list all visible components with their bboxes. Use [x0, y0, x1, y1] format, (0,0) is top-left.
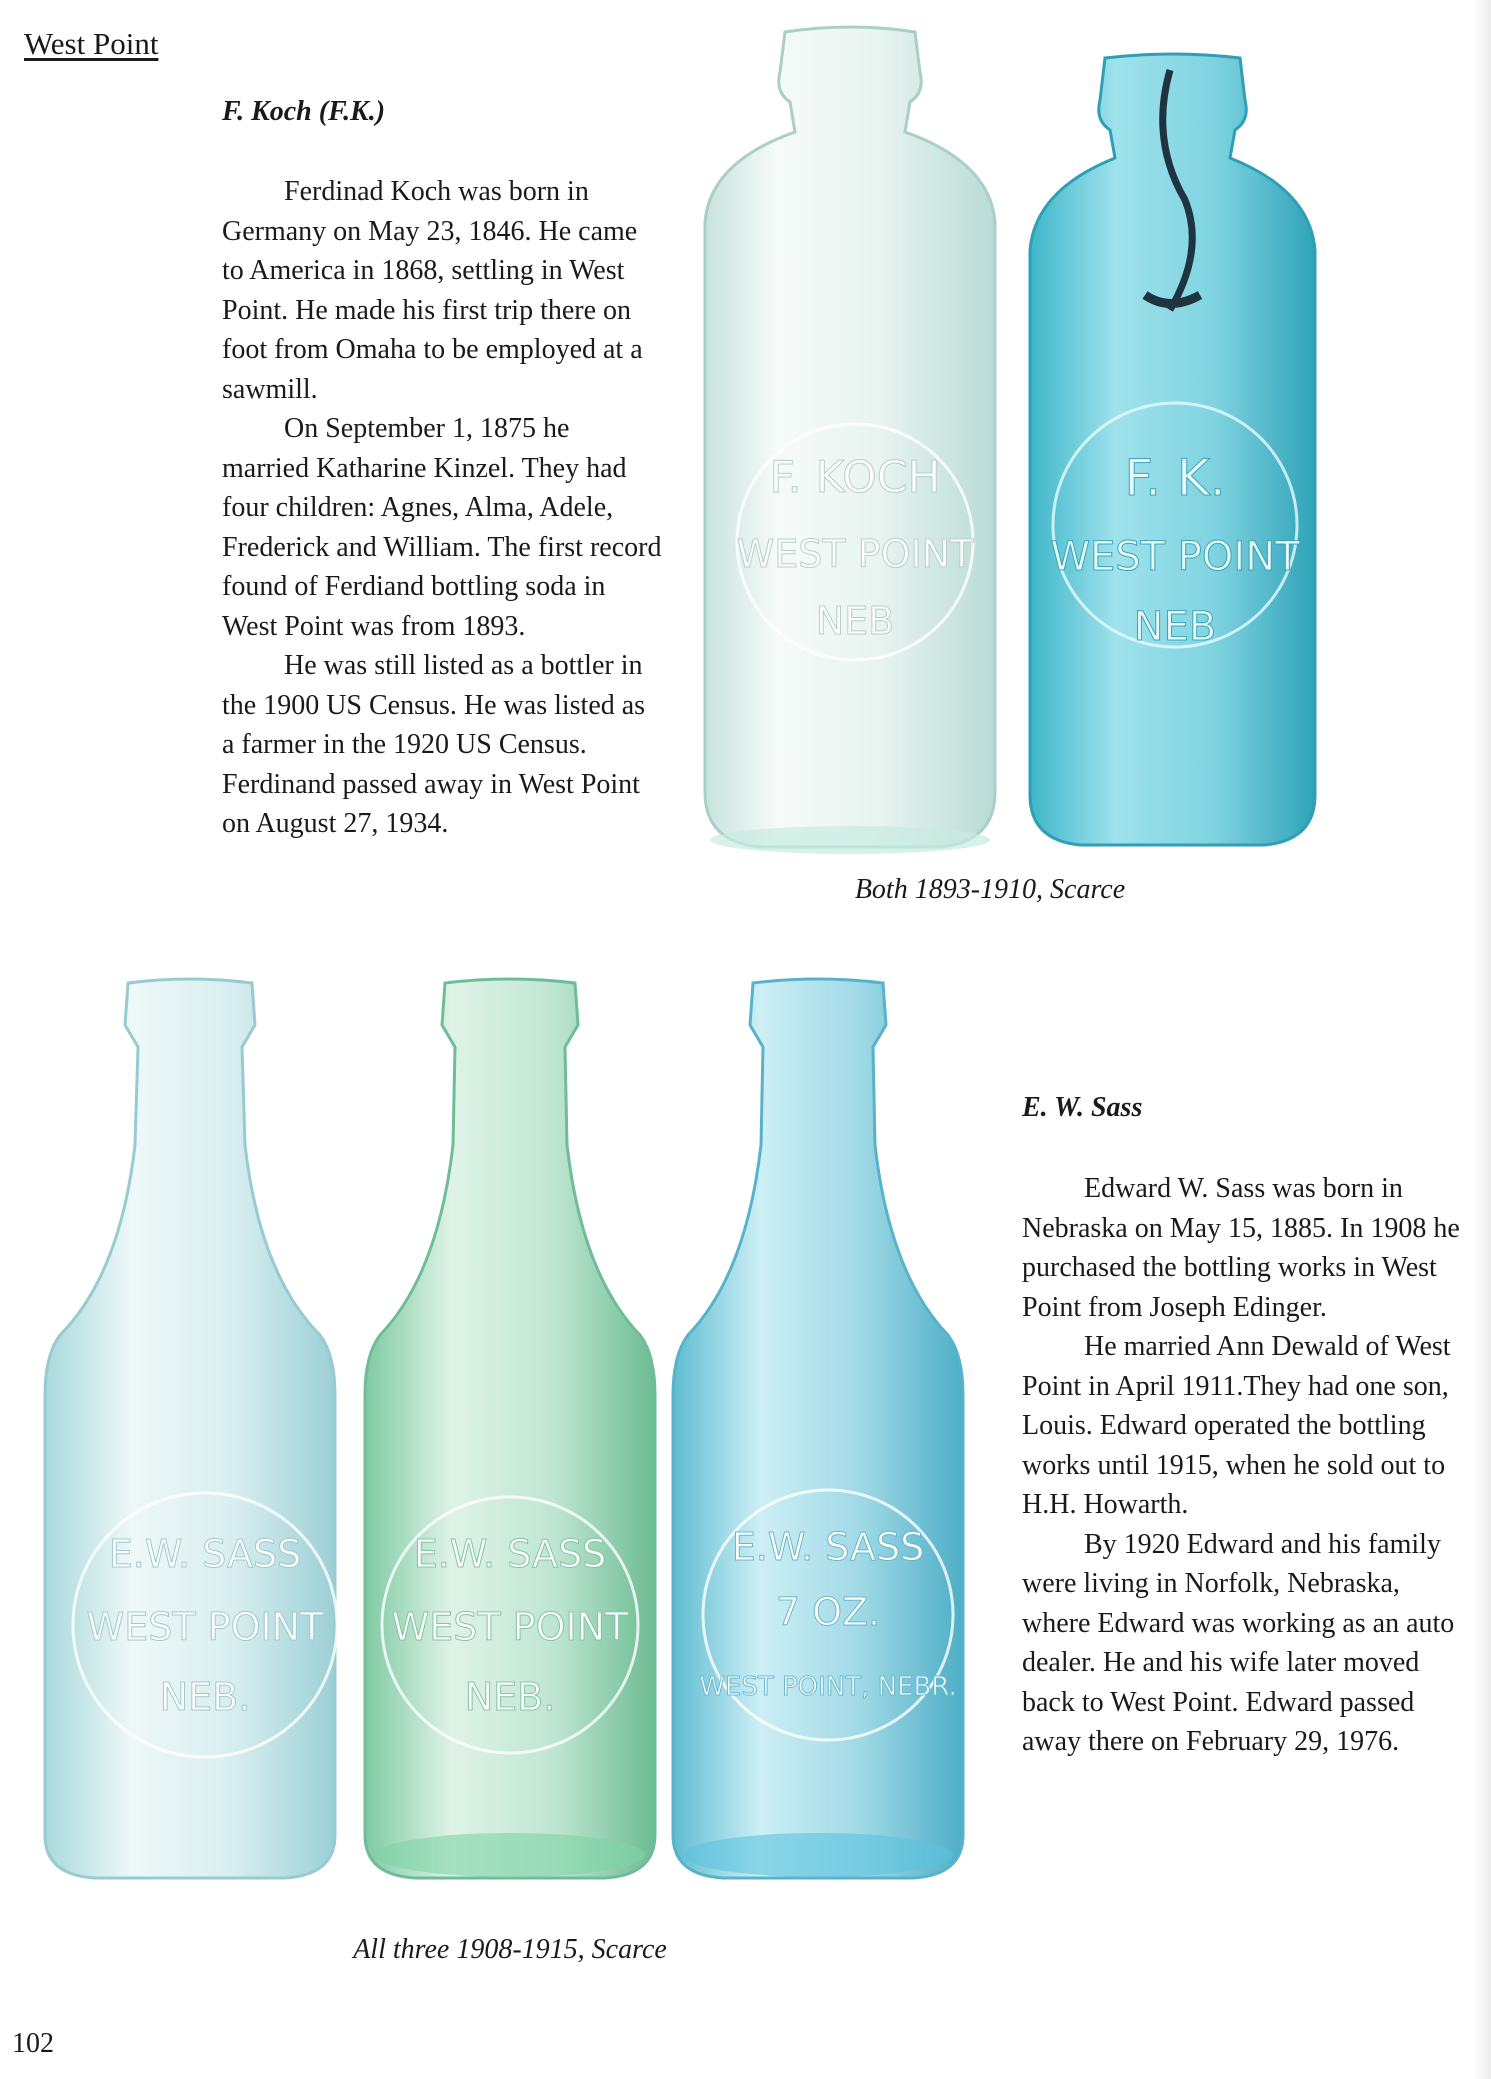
sass-3-emboss-2: 7 OZ.: [775, 1590, 881, 1634]
koch-aqua-emboss-3: NEB: [1133, 604, 1217, 650]
section-header: West Point: [24, 26, 159, 61]
sass-bottle-1-photo: [30, 975, 350, 1885]
koch-caption: Both 1893-1910, Scarce: [854, 874, 1126, 905]
sass-paragraph: He married Ann Dewald of West Point in April 1911.They had one son, Louis. Edward operated the bottling works until 1915, when he sold out to H.H. Howarth.: [1022, 1331, 1451, 1520]
koch-heading: F. Koch (F.K.): [222, 96, 386, 127]
sass-bottle-3-photo: [668, 975, 968, 1885]
sass-1-emboss-1: E.W. SASS: [108, 1532, 302, 1576]
sass-3-emboss-1: E.W. SASS: [731, 1525, 925, 1569]
koch-aqua-emboss-2: WEST POINT: [1050, 534, 1300, 580]
sass-heading: E. W. Sass: [1022, 1092, 1143, 1123]
koch-clear-emboss-1: F. KOCH: [769, 452, 941, 503]
sass-1-emboss-3: NEB.: [159, 1675, 251, 1719]
sass-paragraph: Edward W. Sass was born in Nebraska on May 15, 1885. In 1908 he purchased the bottling works in West Point from Joseph Edinger.: [1022, 1173, 1460, 1323]
koch-aqua-bottle-photo: [1020, 50, 1325, 850]
koch-paragraph: He was still listed as a bottler in the 1900 US Census. He was listed as a farmer in the 1920 US Census. Ferdinand passed away in West Point on August 27, 1934.: [222, 650, 646, 839]
koch-aqua-emboss-1: F. K.: [1124, 449, 1226, 507]
sass-caption: All three 1908-1915, Scarce: [353, 1934, 667, 1965]
page-edge-shadow: [1475, 0, 1491, 2079]
sass-2-emboss-2: WEST POINT: [391, 1605, 629, 1649]
koch-body: [222, 172, 662, 844]
koch-paragraph: Ferdinad Koch was born in Germany on May 23, 1846. He came to America in 1868, settling in West Point. He made his first trip there on foot from Omaha to be employed at a sawmill.: [222, 176, 643, 405]
sass-bottle-2-photo: [360, 975, 660, 1885]
koch-clear-emboss-2: WEST POINT: [736, 532, 974, 576]
koch-clear-emboss-3: NEB: [815, 599, 895, 643]
sass-body: [1022, 1169, 1472, 1762]
sass-1-emboss-2: WEST POINT: [86, 1605, 324, 1649]
page-number: 102: [12, 2028, 54, 2059]
sass-2-emboss-3: NEB.: [464, 1675, 556, 1719]
sass-3-emboss-3: WEST POINT, NEBR.: [699, 1672, 957, 1702]
sass-2-emboss-1: E.W. SASS: [413, 1532, 607, 1576]
sass-paragraph: By 1920 Edward and his family were living in Norfolk, Nebraska, where Edward was working as an auto dealer. He and his wife later moved back to West Point. Edward passed away there on February 29, 1976.: [1022, 1528, 1455, 1757]
koch-clear-bottle-photo: [690, 22, 1010, 857]
koch-paragraph: On September 1, 1875 he married Katharine Kinzel. They had four children: Agnes, Alma, Adele, Frederick and William. The first record found of Ferdiand bottling soda in West Point was from 1893.: [222, 413, 662, 642]
